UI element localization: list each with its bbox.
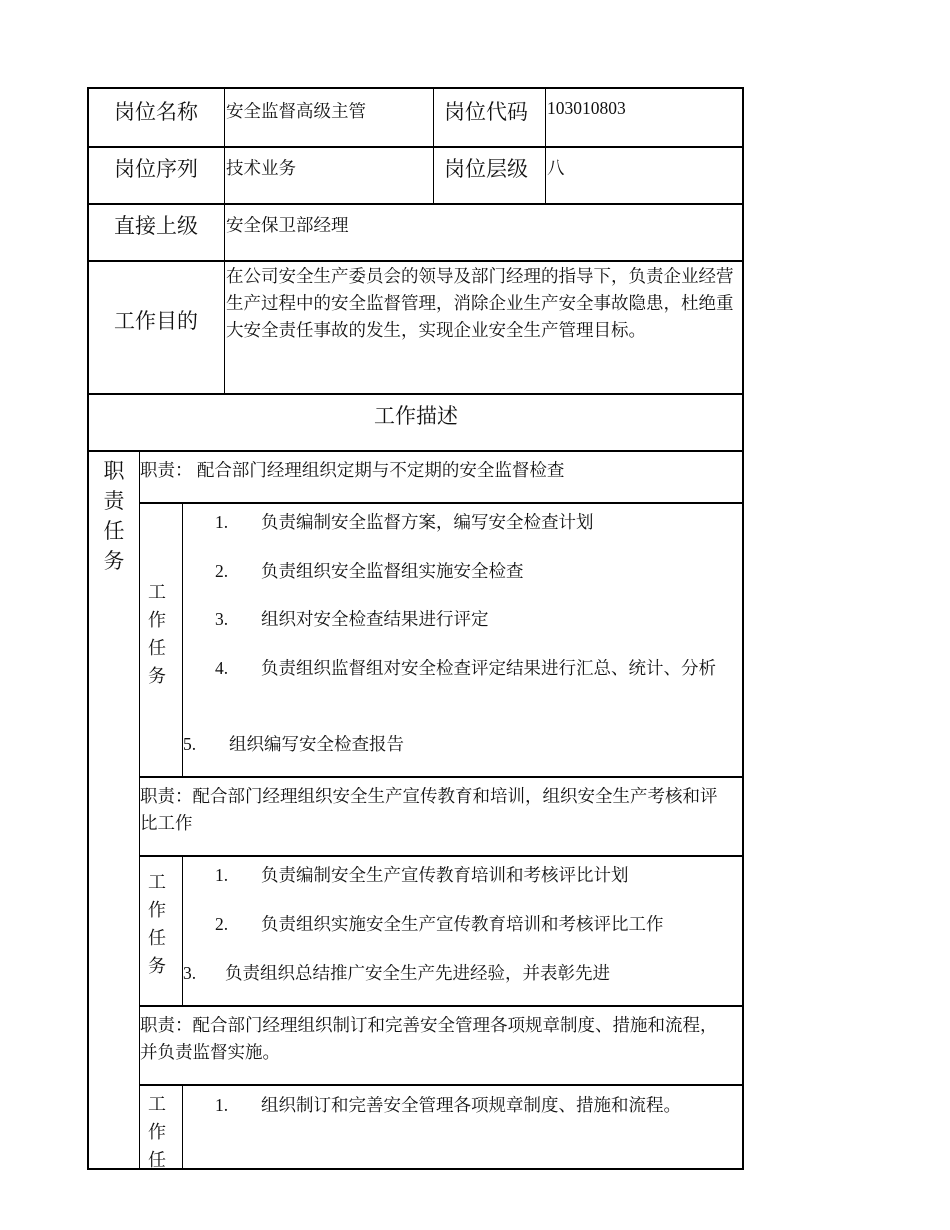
- table-border: [224, 87, 225, 394]
- task-text: 负责组织总结推广安全生产先进经验，并表彰先进: [225, 963, 610, 983]
- task-number: 3.: [215, 609, 229, 629]
- supervisor-label: 直接上级: [114, 214, 198, 238]
- table-border: [433, 87, 434, 204]
- task-item: [215, 911, 664, 936]
- task-text: 组织编写安全检查报告: [229, 734, 404, 754]
- task-number: 1.: [215, 865, 229, 885]
- position-code-label: 岗位代码: [444, 100, 528, 124]
- task-number: 3.: [183, 963, 197, 983]
- task-text: 负责组织监督组对安全检查评定结果进行汇总、统计、分析: [261, 658, 716, 678]
- task-text: 负责组织实施安全生产宣传教育培训和考核评比工作: [261, 914, 664, 934]
- table-border: [139, 776, 744, 778]
- task-text: 组织制订和完善安全管理各项规章制度、措施和流程。: [261, 1095, 681, 1115]
- table-border: [88, 146, 744, 148]
- table-border: [88, 87, 744, 89]
- task-item: [215, 509, 594, 534]
- task-number: 2.: [215, 914, 229, 934]
- task-text: 负责编制安全生产宣传教育培训和考核评比计划: [261, 865, 629, 885]
- responsibility-label: 职责任务: [103, 459, 125, 573]
- sequence-label: 岗位序列: [114, 157, 198, 181]
- task-number: 1.: [215, 512, 229, 532]
- task-item: [215, 1092, 681, 1117]
- task-item: [215, 655, 735, 682]
- table-border: [139, 502, 744, 504]
- sequence-value: 技术业务: [226, 158, 296, 178]
- task-text: 负责组织安全监督组实施安全检查: [261, 561, 524, 581]
- table-border: [545, 87, 546, 204]
- table-border: [88, 203, 744, 205]
- table-border: [139, 855, 744, 857]
- task-label: 工作任务: [148, 872, 166, 976]
- table-border: [742, 87, 744, 1170]
- table-border: [87, 87, 89, 1170]
- table-border: [139, 1005, 744, 1007]
- task-item: [215, 558, 524, 583]
- task-label: 工作任: [148, 1094, 166, 1170]
- purpose-label: 工作目的: [114, 309, 198, 333]
- task-label: 工作任务: [148, 582, 166, 686]
- duty-text: 职责：配合部门经理组织制订和完善安全管理各项规章制度、措施和流程，并负责监督实施。: [140, 1015, 718, 1062]
- task-item: [183, 731, 404, 756]
- purpose-value: 在公司安全生产委员会的领导及部门经理的指导下，负责企业经营生产过程中的安全监督管理，消除企业生产安全事故隐患，杜绝重大安全责任事故的发生，实现企业安全生产管理目标。: [226, 266, 734, 340]
- task-number: 2.: [215, 561, 229, 581]
- description-title: 工作描述: [374, 404, 458, 428]
- table-border: [88, 260, 744, 262]
- table-border: [88, 393, 744, 395]
- position-code-value: 103010803: [547, 98, 626, 118]
- position-name-label: 岗位名称: [114, 100, 198, 124]
- supervisor-value: 安全保卫部经理: [226, 215, 349, 235]
- task-number: 5.: [183, 734, 197, 754]
- duty-text: 职责：配合部门经理组织安全生产宣传教育和培训，组织安全生产考核和评比工作: [140, 786, 718, 833]
- task-number: 1.: [215, 1095, 229, 1115]
- position-name-value: 安全监督高级主管: [226, 101, 366, 121]
- table-border: [88, 450, 744, 452]
- duty-text: 职责： 配合部门经理组织定期与不定期的安全监督检查: [140, 460, 565, 480]
- table-border: [182, 1084, 183, 1170]
- task-number: 4.: [215, 658, 229, 678]
- task-item: [215, 862, 629, 887]
- task-item: [183, 960, 610, 985]
- level-label: 岗位层级: [444, 157, 528, 181]
- task-text: 组织对安全检查结果进行评定: [261, 609, 489, 629]
- table-border: [139, 1084, 744, 1086]
- task-text: 负责编制安全监督方案，编写安全检查计划: [261, 512, 594, 532]
- level-value: 八: [547, 158, 565, 178]
- task-item: [215, 606, 489, 631]
- table-border: [88, 1168, 744, 1170]
